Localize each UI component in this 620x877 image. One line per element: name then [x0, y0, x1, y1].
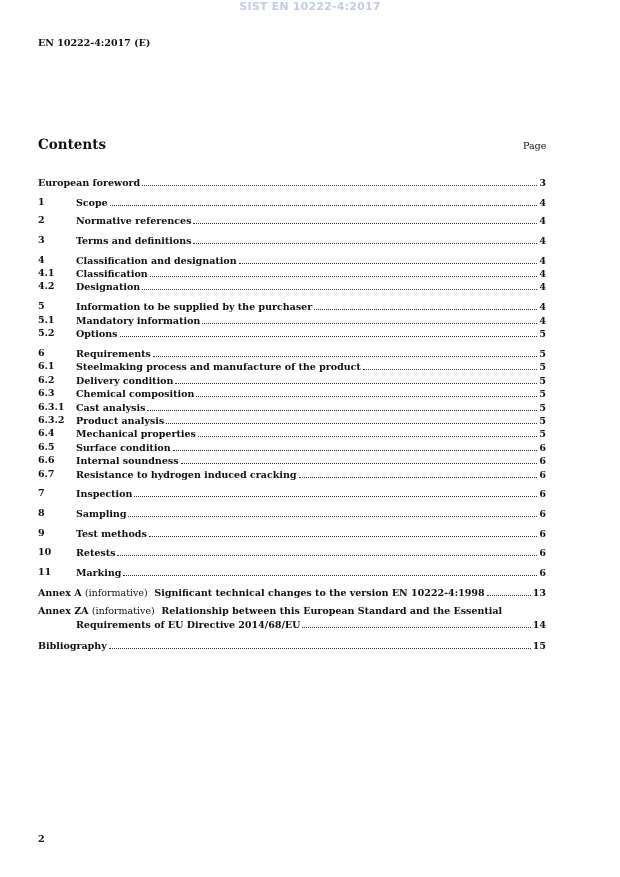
- toc-entry-surface-condition[interactable]: [38, 441, 546, 454]
- toc-title: Steelmaking process and manufacture of the product: [76, 362, 361, 373]
- toc-number: 2: [38, 215, 45, 226]
- toc-title: Scope: [76, 198, 108, 209]
- toc-title: Bibliography: [38, 641, 107, 652]
- toc-title: Retests: [76, 548, 116, 559]
- toc-page: 6: [539, 489, 546, 500]
- toc-entry-annex-za[interactable]: [0, 605, 546, 631]
- toc-page: 5: [539, 403, 546, 414]
- toc-leader: [123, 566, 537, 576]
- toc-entry-requirements[interactable]: [38, 347, 546, 360]
- toc-number: 8: [38, 508, 45, 519]
- toc-entry-annex-a[interactable]: [38, 586, 546, 599]
- toc-page: 14: [532, 620, 546, 631]
- toc-title: Mandatory information: [76, 316, 201, 327]
- toc-number: 4: [38, 255, 45, 266]
- toc-leader: [193, 214, 537, 224]
- toc-entry-chemical-composition[interactable]: [38, 387, 546, 400]
- toc-leader: [193, 234, 537, 244]
- toc-entry-classification[interactable]: [38, 267, 546, 280]
- toc-page: 4: [539, 282, 546, 293]
- toc-title: Designation: [76, 282, 141, 293]
- toc-title: Terms and definitions: [76, 236, 192, 247]
- toc-number: 6.3: [38, 388, 55, 399]
- toc-leader: [363, 360, 538, 370]
- toc-leader: [299, 468, 538, 478]
- toc-entry-bibliography[interactable]: [38, 639, 546, 652]
- contents-title: Contents: [38, 137, 107, 153]
- toc-title: Options: [76, 329, 118, 340]
- toc-leader: [128, 507, 537, 517]
- toc-number: 6.5: [38, 442, 55, 453]
- toc-number: 6: [38, 348, 45, 359]
- toc-title: Mechanical properties: [76, 429, 196, 440]
- toc-title: Resistance to hydrogen induced cracking: [76, 470, 297, 481]
- toc-entry-designation[interactable]: [38, 280, 546, 293]
- toc-leader: [198, 427, 538, 437]
- toc-entry-mandatory-information[interactable]: [38, 314, 546, 327]
- toc-title: Inspection: [76, 489, 133, 500]
- page-column-label: Page: [523, 141, 547, 152]
- toc-title: Cast analysis: [76, 403, 146, 414]
- toc-title: Sampling: [76, 509, 127, 520]
- toc-leader: [202, 314, 537, 324]
- toc-page: 6: [539, 548, 546, 559]
- toc-entry-product-analysis[interactable]: [38, 414, 546, 427]
- toc-leader: [314, 300, 537, 310]
- toc-entry-scope[interactable]: [38, 196, 546, 209]
- toc-page: 4: [539, 316, 546, 327]
- toc-title: Internal soundness: [76, 456, 179, 467]
- toc-page: 4: [539, 236, 546, 247]
- toc-entry-classification-designation[interactable]: [38, 254, 546, 267]
- toc-title: Product analysis: [76, 416, 165, 427]
- toc-leader: [142, 176, 537, 186]
- document-id: EN 10222-4:2017 (E): [38, 38, 151, 49]
- toc-entry-mechanical-properties[interactable]: [38, 427, 546, 440]
- toc-leader: [109, 639, 531, 649]
- toc-page: 5: [539, 389, 546, 400]
- toc-title: Significant technical changes to the version EN 10222-4:1998: [154, 588, 485, 599]
- toc-entry-foreword[interactable]: [38, 176, 546, 189]
- toc-leader: [181, 454, 538, 464]
- toc-leader: [153, 347, 537, 357]
- toc-leader: [173, 441, 538, 451]
- annex-prefix: Annex ZA: [38, 606, 89, 617]
- toc-title: Surface condition: [76, 443, 171, 454]
- toc-number: 6.7: [38, 469, 55, 480]
- toc-number: 4.1: [38, 268, 55, 279]
- toc-page: 6: [539, 443, 546, 454]
- toc-page: 6: [539, 509, 546, 520]
- toc-entry-normative-references[interactable]: [38, 214, 546, 227]
- toc-title: Normative references: [76, 216, 192, 227]
- toc-title: European foreword: [38, 178, 141, 189]
- toc-title: Delivery condition: [76, 376, 174, 387]
- toc-leader: [134, 487, 537, 497]
- toc-page: 4: [539, 256, 546, 267]
- toc-number: 1: [38, 197, 45, 208]
- toc-leader: [487, 586, 531, 596]
- toc-number: 10: [38, 547, 52, 558]
- toc-page: 5: [539, 376, 546, 387]
- toc-entry-inspection[interactable]: [38, 487, 546, 500]
- toc-page: 4: [539, 269, 546, 280]
- toc-title: Classification: [76, 269, 148, 280]
- toc-number: 4.2: [38, 281, 55, 292]
- toc-page: 5: [539, 362, 546, 373]
- annex-qualifier: (informative): [84, 588, 148, 599]
- toc-leader: [175, 374, 537, 384]
- toc-leader: [110, 196, 538, 206]
- toc-title: Classification and designation: [76, 256, 237, 267]
- toc-leader: [196, 387, 537, 397]
- toc-title: Chemical composition: [76, 389, 195, 400]
- toc-page: 15: [532, 641, 546, 652]
- toc-number: 6.4: [38, 428, 55, 439]
- toc-title: Relationship between this European Standard and the Essential: [161, 606, 503, 617]
- watermark: SIST EN 10222-4:2017: [239, 0, 381, 13]
- toc-entry-marking[interactable]: [38, 566, 546, 579]
- toc-number: 5: [38, 301, 45, 312]
- toc-number: 6.2: [38, 375, 55, 386]
- toc-leader: [239, 254, 538, 264]
- toc-number: 5.2: [38, 328, 55, 339]
- toc-number: 6.3.1: [38, 402, 65, 413]
- toc-page: 5: [539, 416, 546, 427]
- toc-entry-options[interactable]: [38, 327, 546, 340]
- toc-title: Requirements: [76, 349, 151, 360]
- toc-entry-information-purchaser[interactable]: [38, 300, 546, 313]
- toc-leader: [166, 414, 537, 424]
- toc-entry-sampling[interactable]: [38, 507, 546, 520]
- toc-page: 13: [532, 588, 546, 599]
- toc-page: 5: [539, 329, 546, 340]
- toc-title: Test methods: [76, 529, 147, 540]
- toc-number: 6.3.2: [38, 415, 65, 426]
- toc-entry-test-methods[interactable]: [38, 527, 546, 540]
- toc-leader: [149, 527, 538, 537]
- toc-leader: [302, 618, 530, 628]
- toc-page: 4: [539, 302, 546, 313]
- toc-title: Information to be supplied by the purchaser: [76, 302, 313, 313]
- toc-number: 9: [38, 528, 45, 539]
- toc-title: Marking: [76, 568, 122, 579]
- toc-page: 6: [539, 568, 546, 579]
- page-number: 2: [38, 834, 45, 845]
- toc-number: 6.1: [38, 361, 55, 372]
- toc-page: 5: [539, 349, 546, 360]
- toc-page: 6: [539, 456, 546, 467]
- toc-page: 4: [539, 198, 546, 209]
- toc-entry-internal-soundness[interactable]: [38, 454, 546, 467]
- toc-page: 6: [539, 470, 546, 481]
- toc-number: 3: [38, 235, 45, 246]
- toc-number: 11: [38, 567, 52, 578]
- toc-number: 5.1: [38, 315, 55, 326]
- toc-page: 4: [539, 216, 546, 227]
- toc-leader: [147, 401, 537, 411]
- toc-page: 6: [539, 529, 546, 540]
- toc-leader: [117, 546, 537, 556]
- annex-prefix: Annex A: [38, 588, 82, 599]
- toc-page: 5: [539, 429, 546, 440]
- toc-leader: [142, 280, 537, 290]
- toc-title-continuation: Requirements of EU Directive 2014/68/EU: [76, 620, 301, 631]
- toc-page: 3: [539, 178, 546, 189]
- toc-entry-retests[interactable]: [38, 546, 546, 559]
- toc-leader: [150, 267, 538, 277]
- toc-leader: [120, 327, 538, 337]
- toc-entry-steelmaking-process[interactable]: [38, 360, 546, 373]
- toc-entry-delivery-condition[interactable]: [38, 374, 546, 387]
- toc-entry-hydrogen-cracking[interactable]: [38, 468, 546, 481]
- toc-entry-cast-analysis[interactable]: [38, 401, 546, 414]
- toc-number: 6.6: [38, 455, 55, 466]
- toc-entry-terms-definitions[interactable]: [38, 234, 546, 247]
- annex-qualifier: (informative): [91, 606, 155, 617]
- toc-number: 7: [38, 488, 45, 499]
